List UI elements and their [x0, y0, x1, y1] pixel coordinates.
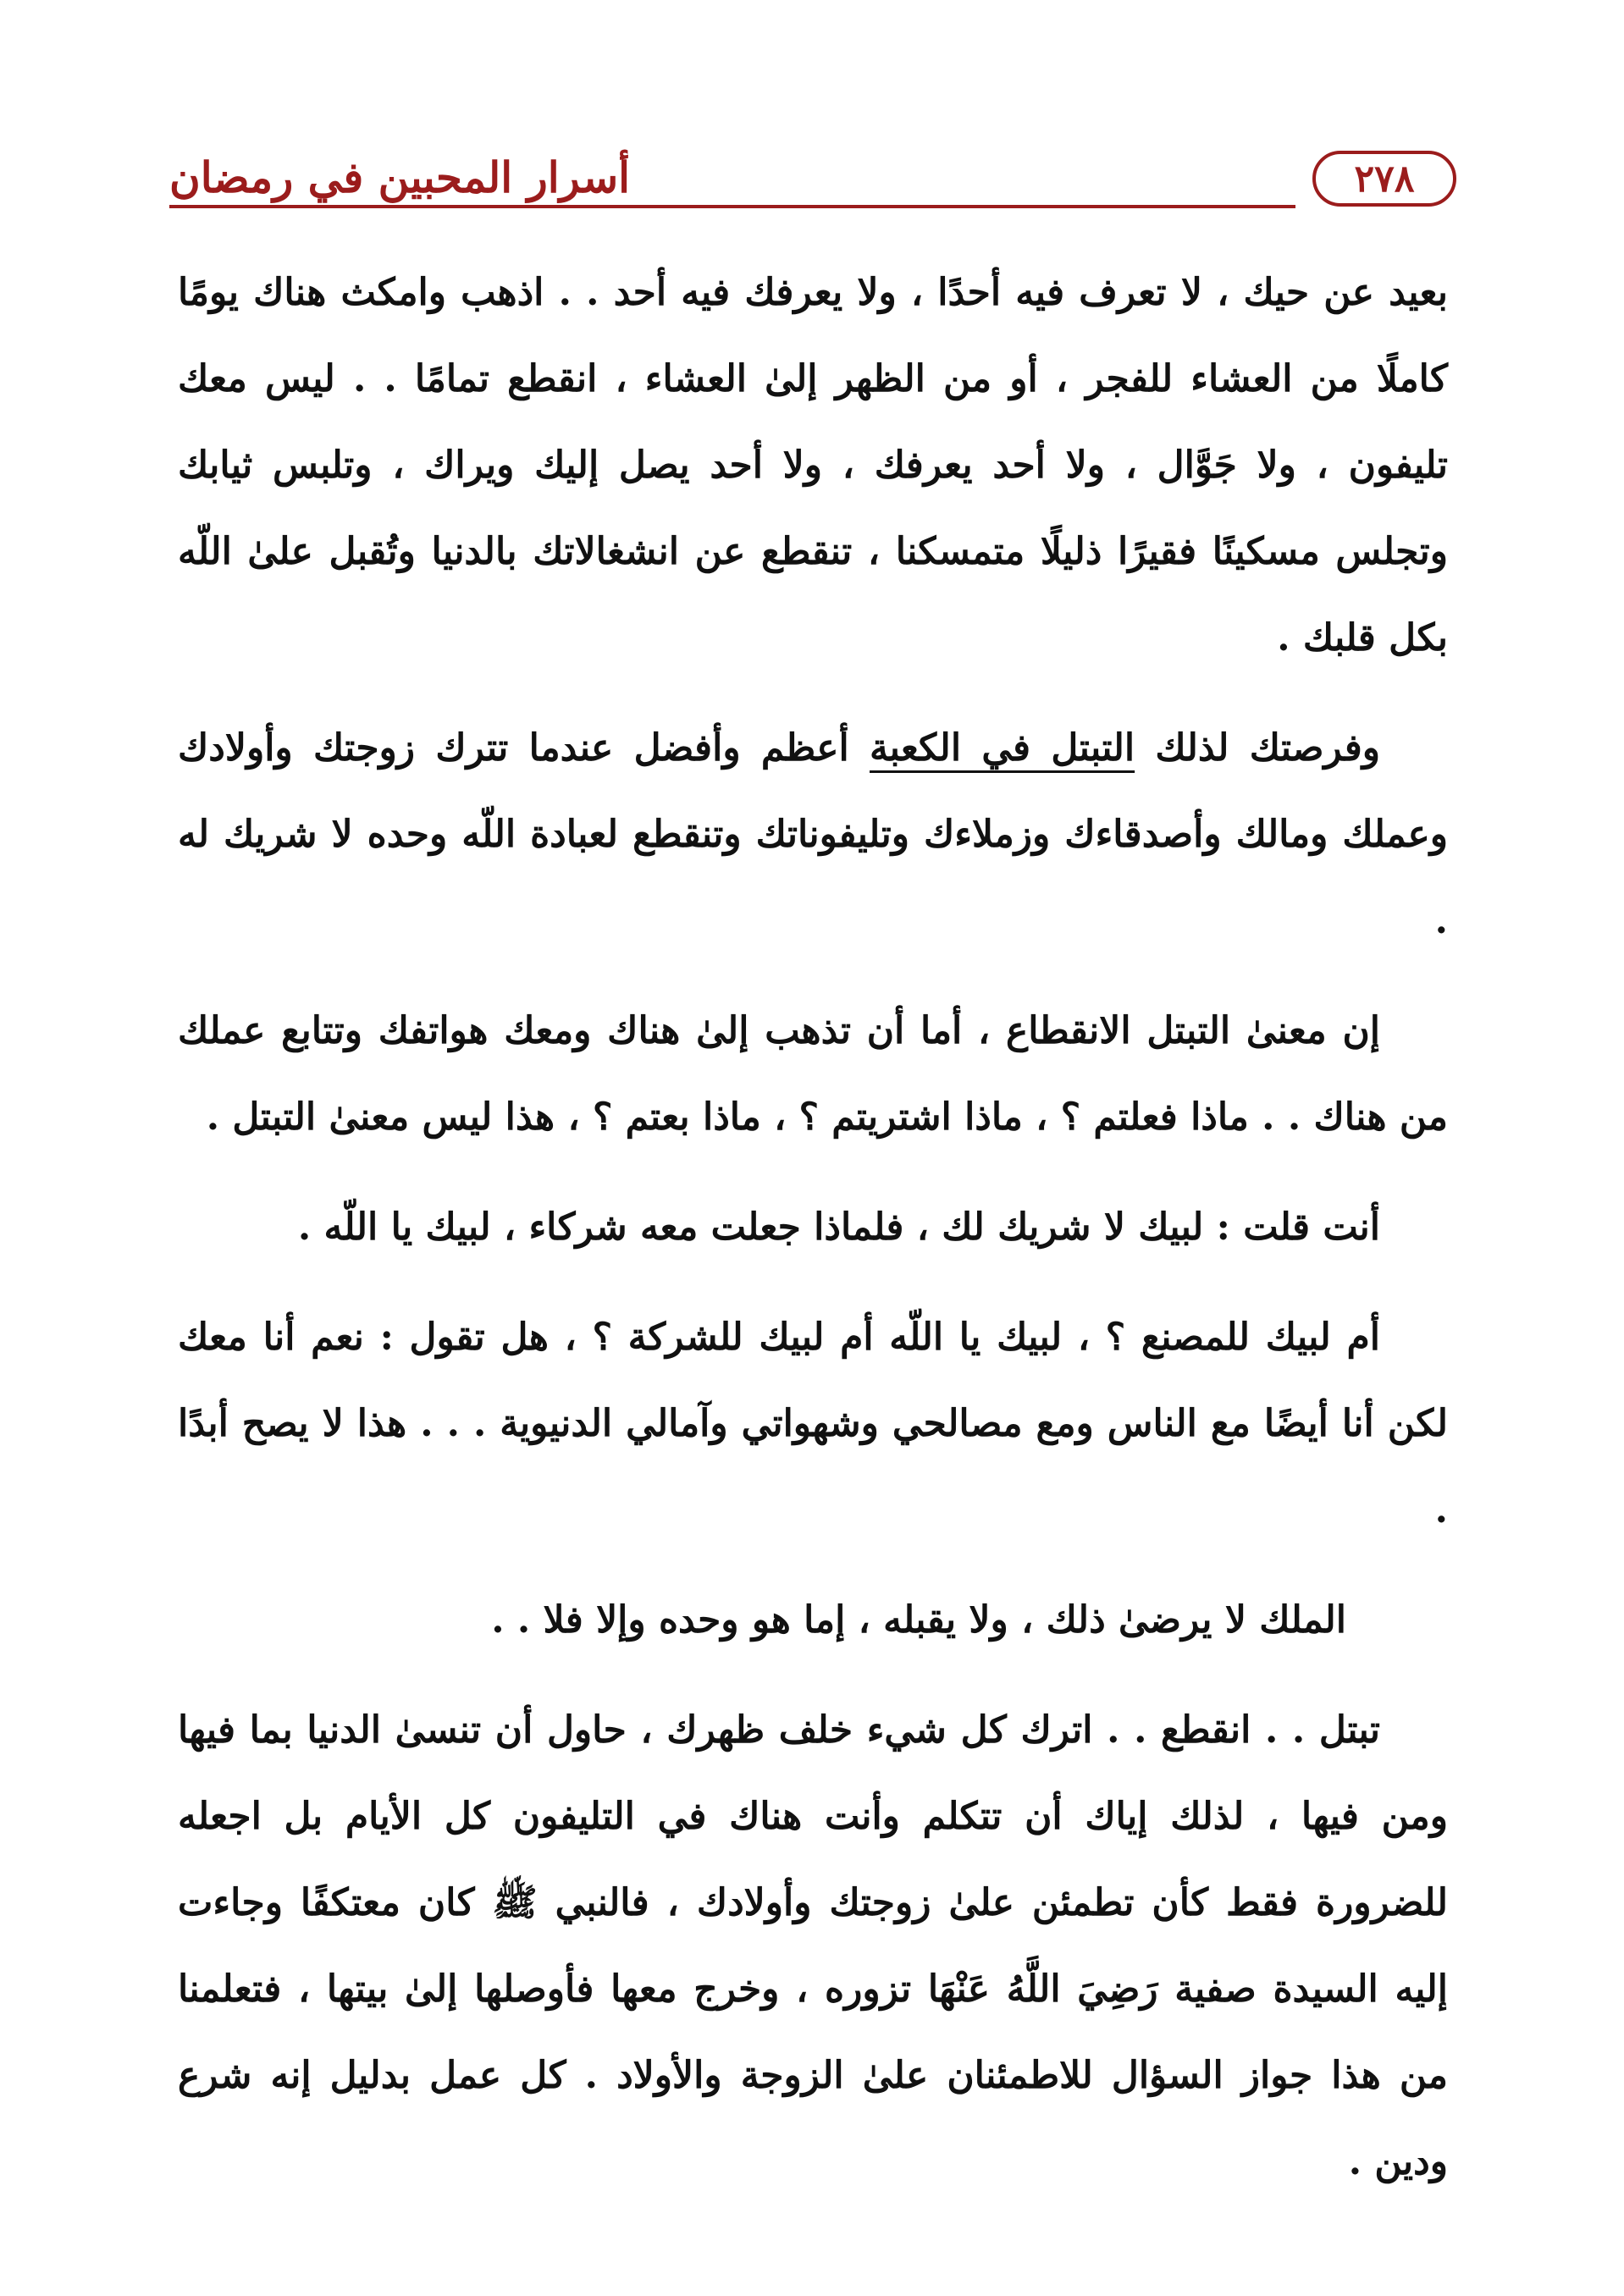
header-rule: [169, 205, 1295, 208]
paragraph: أنت قلت : لبيك لا شريك لك ، فلماذا جعلت معه شركاء ، لبيك يا اللّه .: [297, 1206, 1380, 1249]
paragraph: تبتل . . انقطع . . اترك كل شيء خلف ظهرك ، حاول أن تنسىٰ الدنيا بما فيها ومن فيها ، لذلك إياك أن تتكلم وأنت هناك في التليفون كل الأيام بل اجعله للضرورة فقط كأن تطمئن علىٰ زوجتك وأولادك ، فالنبي ﷺ كان معتكفًا وجاءت إليه السيدة صفية رَضِيَ اللَّهُ عَنْهَا تزوره ، وخرج معها فأوصلها إلىٰ بيتها ، فتعلمنا من هذا جواز السؤال للاطمئنان علىٰ الزوجة والأولاد . كل عمل بدليل إنه شرع ودين .: [178, 1708, 1448, 2183]
paragraph: بعيد عن حيك ، لا تعرف فيه أحدًا ، ولا يعرفك فيه أحد . . اذهب وامكث هناك يومًا كاملًا من العشاء للفجر ، أو من الظهر إلىٰ العشاء ، انقطع تمامًا . . ليس معك تليفون ، ولا جَوَّال ، ولا أحد يعرفك ، ولا أحد يصل إليك ويراك ، وتلبس ثيابك وتجلس مسكينًا فقيرًا ذليلًا متمسكنا ، تنقطع عن انشغالاتك بالدنيا وتُقبل علىٰ اللّه بكل قلبك .: [178, 271, 1448, 660]
paragraph: إن معنىٰ التبتل الانقطاع ، أما أن تذهب إلىٰ هناك ومعك هواتفك وتتابع عملك من هناك . . ماذا فعلتم ؟ ، ماذا اشتريتم ؟ ، ماذا بعتم ؟ ، هذا ليس معنىٰ التبتل .: [178, 1009, 1448, 1139]
page-number: ٢٧٨: [1354, 157, 1415, 201]
page-number-badge: [1312, 151, 1456, 207]
book-title: أسرار المحبين في رمضان: [169, 152, 630, 202]
paragraph: [178, 705, 1448, 964]
page-body: [178, 250, 1448, 2229]
paragraph: الملك لا يرضىٰ ذلك ، ولا يقبله ، إما هو وحده وإلا فلا . .: [491, 1598, 1346, 1642]
underlined-phrase: التبتل في الكعبة: [870, 726, 1135, 770]
paragraph-text-before: وفرصتك لذلك: [1135, 726, 1380, 770]
page-header: [169, 144, 1456, 229]
paragraph-text-after: أعظم وأفضل عندما تترك زوجتك وأولادك وعملك ومالك وأصدقاءك وزملاءك وتليفوناتك وتنقطع لعبادة اللّه وحده لا شريك له .: [178, 726, 1448, 942]
paragraph: أم لبيك للمصنع ؟ ، لبيك يا اللّه أم لبيك للشركة ؟ ، هل تقول : نعم أنا معك لكن أنا أيضًا مع الناس ومع مصالحي وشهواتي وآمالي الدنيوية . . . هذا لا يصح أبدًا .: [178, 1316, 1448, 1532]
